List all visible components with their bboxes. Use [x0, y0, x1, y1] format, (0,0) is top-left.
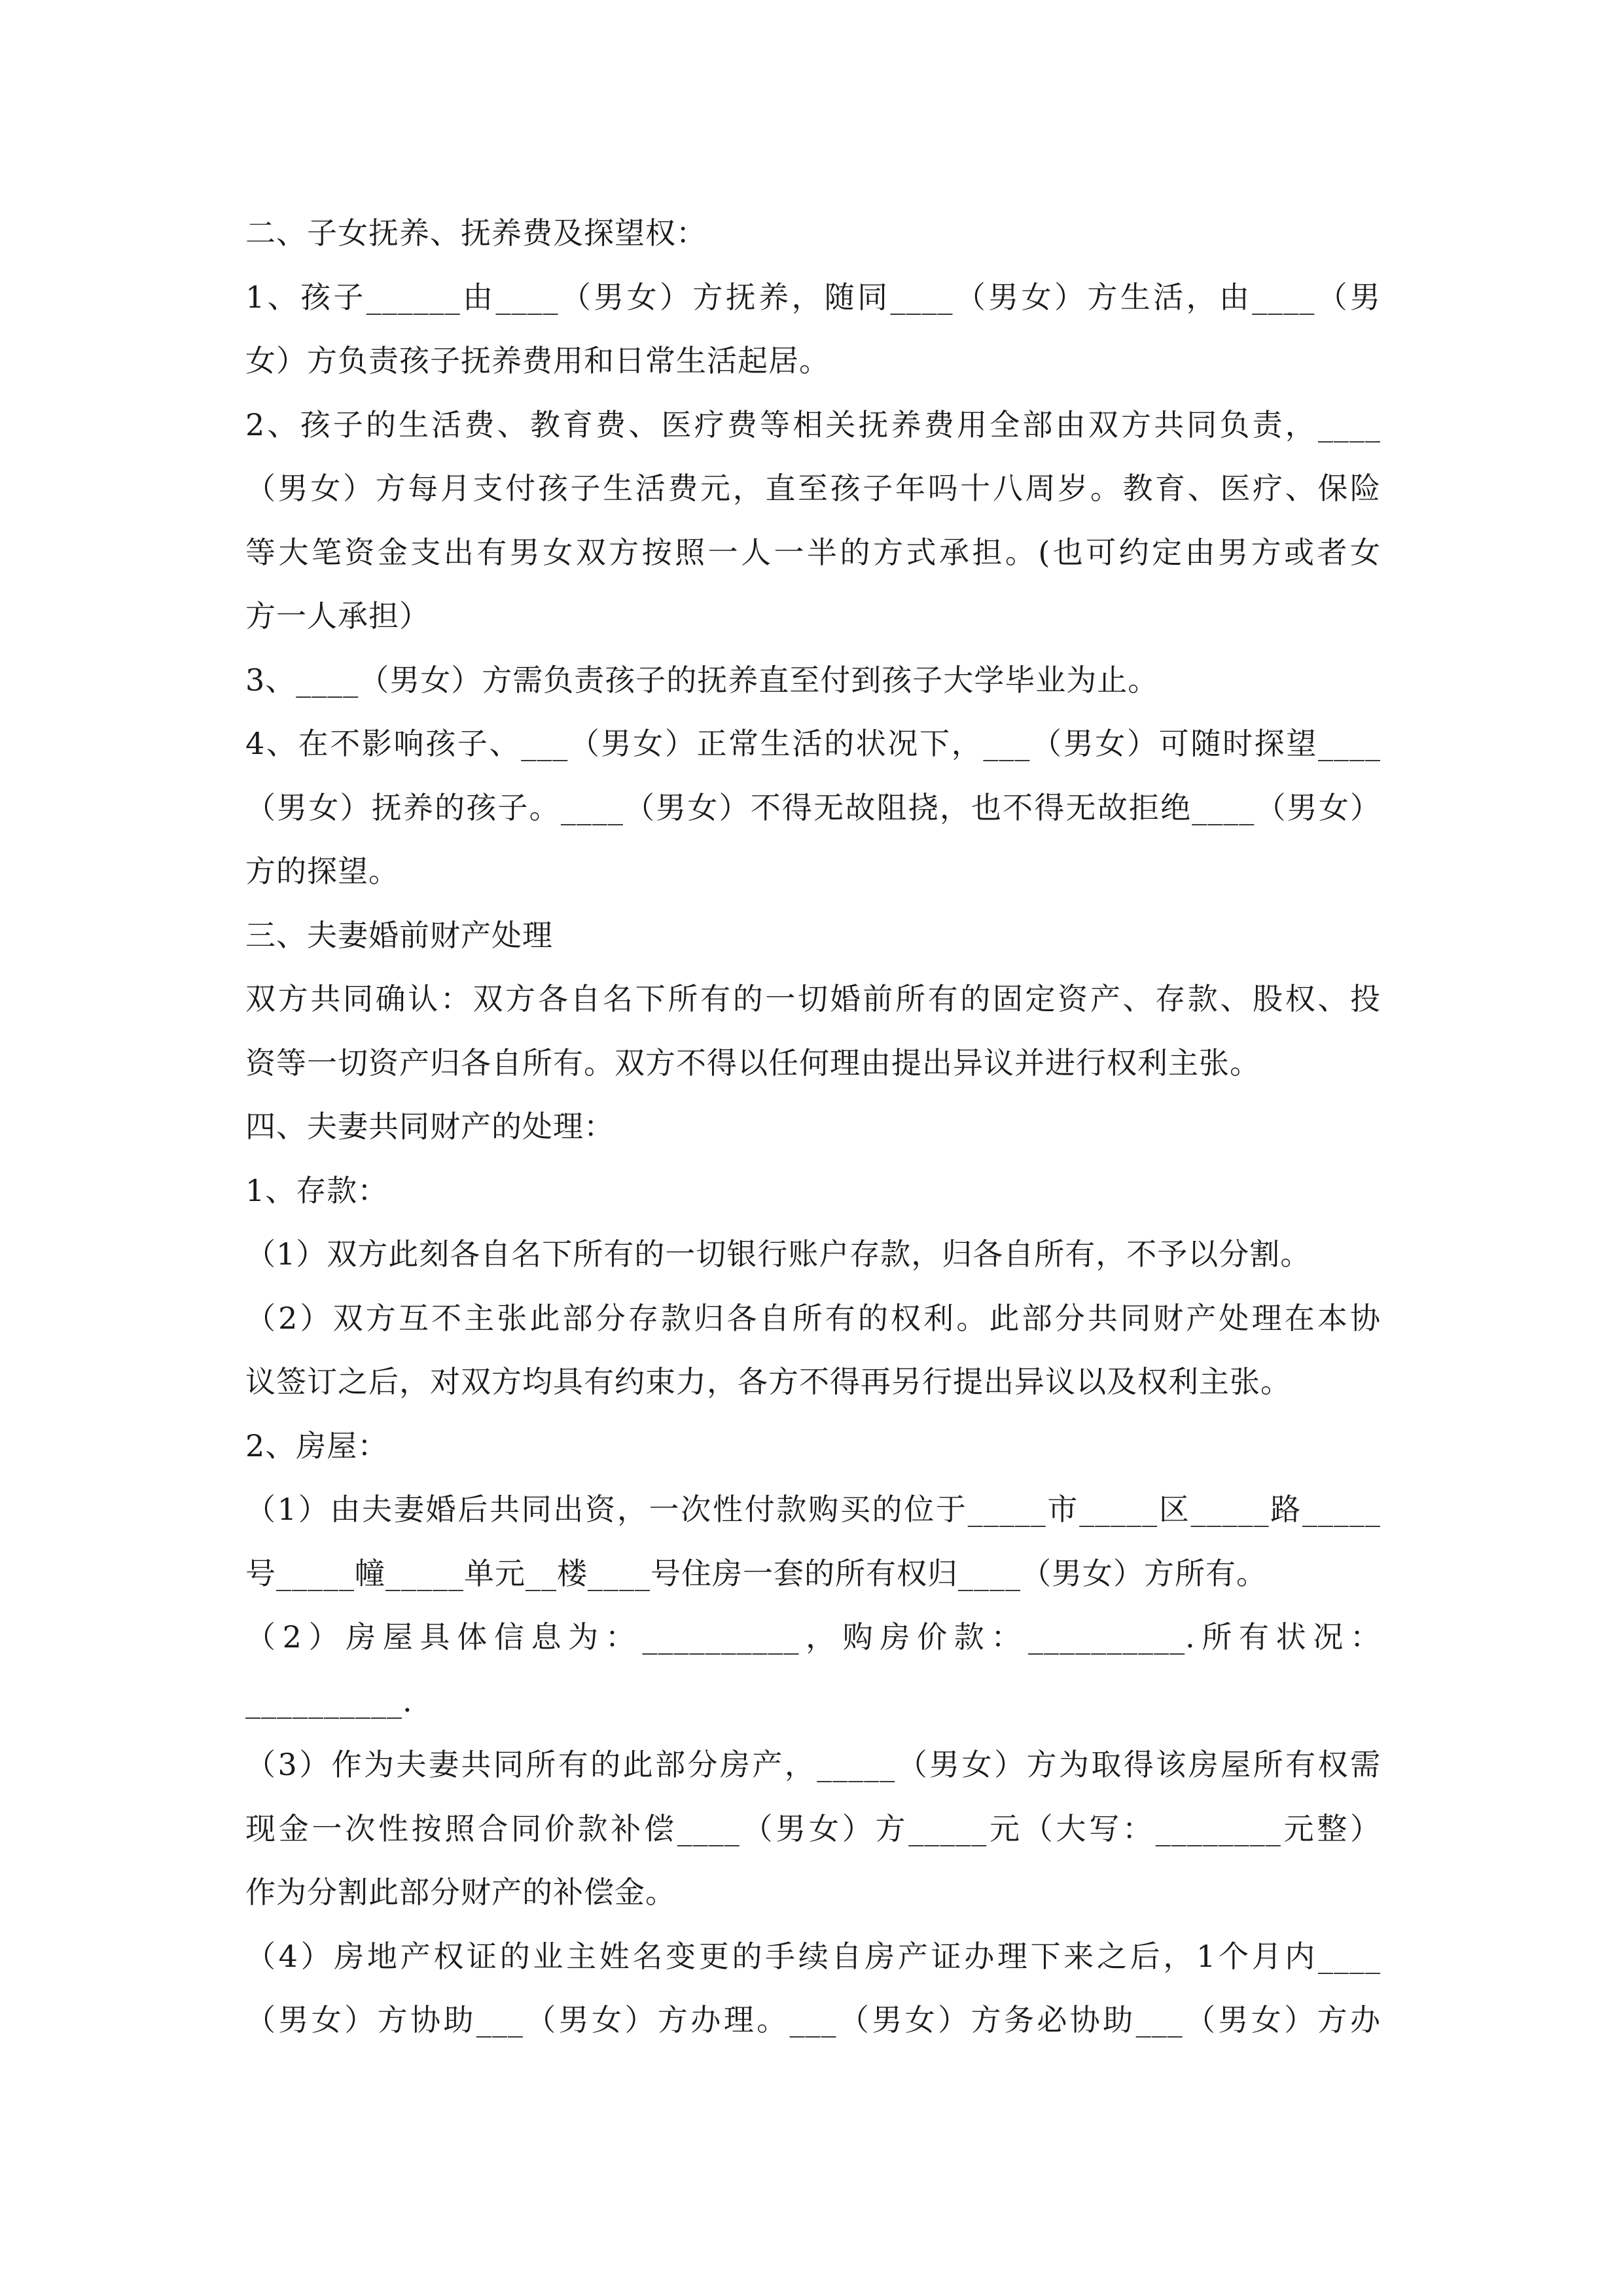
paragraph-line: 议签订之后，对双方均具有约束力，各方不得再另行提出异议以及权利主张。 [245, 1364, 1291, 1399]
paragraph-line: 女）方负责孩子抚养费用和日常生活起居。 [245, 343, 830, 378]
paragraph-line: （男女）方协助___（男女）方办理。___（男女）方务必协助___（男女）方办 [245, 2002, 1381, 2037]
paragraph-line: （4）房地产权证的业主姓名变更的手续自房产证办理下来之后，1个月内____ [245, 1938, 1381, 1974]
paragraph-line: 方一人承担） [245, 598, 430, 634]
paragraph-line: 方的探望。 [245, 853, 399, 889]
paragraph-line: 3、____（男女）方需负责孩子的抚养直至付到孩子大学毕业为止。 [245, 662, 1159, 698]
paragraph-line: __________. [245, 1683, 413, 1719]
paragraph-line: （男女）方每月支付孩子生活费元，直至孩子年吗十八周岁。教育、医疗、保险 [245, 471, 1381, 506]
paragraph-line: 等大笔资金支出有男女双方按照一人一半的方式承担。(也可约定由男方或者女 [245, 534, 1381, 570]
section-heading-child-custody: 二、子女抚养、抚养费及探望权： [245, 215, 707, 251]
paragraph-line: 号_____幢_____单元__楼____号住房一套的所有权归____（男女）方所有。 [245, 1555, 1267, 1591]
subheading-house: 2、房屋： [245, 1427, 389, 1463]
paragraph-line: 2、孩子的生活费、教育费、医疗费等相关抚养费用全部由双方共同负责，____ [245, 406, 1381, 442]
paragraph-line: （男女）抚养的孩子。____（男女）不得无故阻挠，也不得无故拒绝____（男女） [245, 789, 1381, 825]
paragraph-line: （2）房屋具体信息为：__________，购房价款：__________.所有状况： [245, 1619, 1381, 1655]
paragraph-line: 资等一切资产归各自所有。双方不得以任何理由提出异议并进行权利主张。 [245, 1045, 1260, 1081]
paragraph-line: 1、孩子______由____（男女）方抚养，随同____（男女）方生活，由____（男 [245, 279, 1381, 315]
paragraph-line: 作为分割此部分财产的补偿金。 [245, 1874, 676, 1910]
paragraph-line: 双方共同确认：双方各自名下所有的一切婚前所有的固定资产、存款、股权、投 [245, 981, 1381, 1016]
paragraph-line: （2）双方互不主张此部分存款归各自所有的权利。此部分共同财产处理在本协 [245, 1300, 1381, 1336]
paragraph-line: 4、在不影响孩子、___（男女）正常生活的状况下，___（男女）可随时探望____ [245, 726, 1381, 761]
document-body [245, 202, 1381, 2053]
paragraph-line: （3）作为夫妻共同所有的此部分房产，_____（男女）方为取得该房屋所有权需 [245, 1747, 1381, 1782]
paragraph-line: （1）双方此刻各自名下所有的一切银行账户存款，归各自所有，不予以分割。 [245, 1236, 1311, 1272]
section-heading-premarital-property: 三、夫妻婚前财产处理 [245, 917, 553, 953]
paragraph-line: 现金一次性按照合同价款补偿____（男女）方_____元（大写：________元整） [245, 1810, 1381, 1846]
section-heading-joint-property: 四、夫妻共同财产的处理： [245, 1109, 615, 1144]
subheading-deposits: 1、存款： [245, 1172, 389, 1208]
paragraph-line: （1）由夫妻婚后共同出资，一次性付款购买的位于_____市_____区_____路_____ [245, 1492, 1381, 1527]
